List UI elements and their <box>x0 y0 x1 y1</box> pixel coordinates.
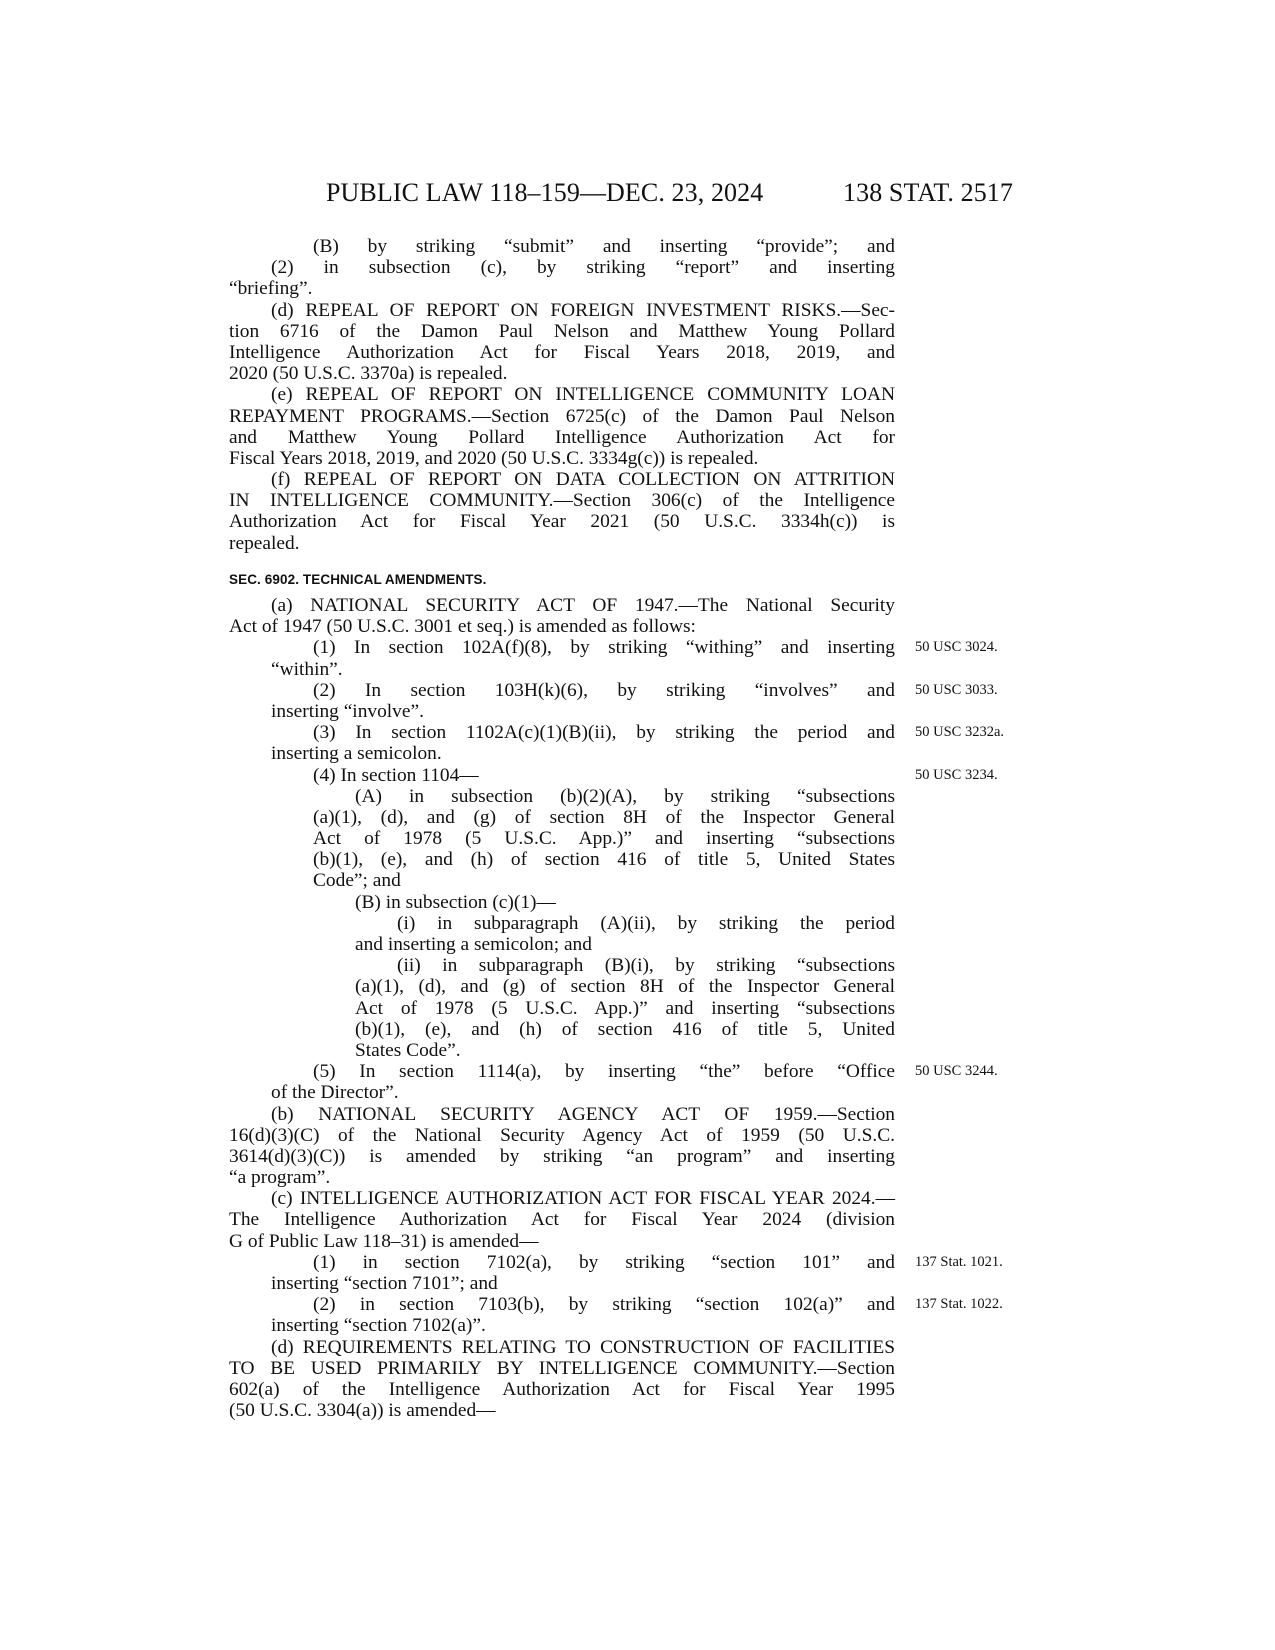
section-spacer <box>229 554 895 569</box>
text-line: (1) in section 7102(a), by striking “section 101” and <box>313 1251 895 1273</box>
text-line: (3) In section 1102A(c)(1)(B)(ii), by striking the period and <box>313 722 895 744</box>
text-line: (ii) in subparagraph (B)(i), by striking “subsections <box>397 955 895 977</box>
statute-body <box>229 236 1005 1422</box>
text-line: (b)(1), (e), and (h) of section 416 of title 5, United States <box>313 849 895 871</box>
text-line: “within”. <box>271 658 343 680</box>
text-line: Act of 1947 (50 U.S.C. 3001 et seq.) is amended as follows: <box>229 616 696 638</box>
text-line: tion 6716 of the Damon Paul Nelson and Matthew Young Pollard <box>229 320 895 342</box>
text-line: Intelligence Authorization Act for Fiscal Years 2018, 2019, and <box>229 341 895 363</box>
text-line: (4) In section 1104— <box>313 764 479 786</box>
text-line: (2) in section 7103(b), by striking “section 102(a)” and <box>313 1294 895 1316</box>
text-line: The Intelligence Authorization Act for Fiscal Year 2024 (division <box>229 1209 895 1231</box>
margin-note-50-usc-3024: 50 USC 3024. <box>915 639 998 656</box>
text-line: (e) REPEAL OF REPORT ON INTELLIGENCE COMMUNITY LOAN <box>271 384 895 406</box>
text-line: States Code”. <box>355 1039 461 1061</box>
text-line: (5) In section 1114(a), by inserting “the” before “Office <box>313 1061 895 1083</box>
text-line: and Matthew Young Pollard Intelligence Authorization Act for <box>229 426 895 448</box>
margin-note-137-stat-1022: 137 Stat. 1022. <box>915 1296 1003 1313</box>
text-line: (A) in subsection (b)(2)(A), by striking “subsections <box>355 785 895 807</box>
text-line: (b)(1), (e), and (h) of section 416 of title 5, United <box>355 1018 895 1040</box>
text-line: (B) by striking “submit” and inserting “provide”; and <box>313 236 895 257</box>
margin-note-137-stat-1021: 137 Stat. 1021. <box>915 1253 1003 1270</box>
text-line: inserting “section 7102(a)”. <box>271 1315 486 1337</box>
text-line: inserting a semicolon. <box>271 743 442 765</box>
text-line: (1) In section 102A(f)(8), by striking “withing” and inserting <box>313 637 895 659</box>
text-line: (d) REQUIREMENTS RELATING TO CONSTRUCTION OF FACILITIES <box>271 1336 895 1358</box>
text-line: IN INTELLIGENCE COMMUNITY.—Section 306(c) of the Intelligence <box>229 490 895 512</box>
margin-note-50-usc-3232a: 50 USC 3232a. <box>915 724 1005 741</box>
text-line: Code”; and <box>313 870 401 892</box>
text-line: “briefing”. <box>229 278 313 300</box>
text-line: (i) in subparagraph (A)(ii), by striking the period <box>397 912 895 934</box>
text-line: (B) in subsection (c)(1)— <box>355 891 556 913</box>
text-line: Fiscal Years 2018, 2019, and 2020 (50 U.S.C. 3334g(c)) is repealed. <box>229 447 759 469</box>
text-line: Act of 1978 (5 U.S.C. App.)” and inserting “subsections <box>355 997 895 1019</box>
margin-note-50-usc-3234: 50 USC 3234. <box>915 766 998 783</box>
text-line: REPAYMENT PROGRAMS.—Section 6725(c) of the Damon Paul Nelson <box>229 405 895 427</box>
text-line: 16(d)(3)(C) of the National Security Agency Act of 1959 (50 U.S.C. <box>229 1124 895 1146</box>
text-line: inserting “involve”. <box>271 700 424 722</box>
section-heading: SEC. 6902. TECHNICAL AMENDMENTS. <box>229 571 487 587</box>
text-line: “a program”. <box>229 1167 331 1189</box>
text-line: and inserting a semicolon; and <box>355 934 592 955</box>
text-line: (b) NATIONAL SECURITY AGENCY ACT OF 1959.—Section <box>271 1103 895 1125</box>
margin-note-50-usc-3033: 50 USC 3033. <box>915 681 998 698</box>
header-stat-page: 138 STAT. 2517 <box>843 178 1014 207</box>
running-header <box>0 178 1275 212</box>
text-line: 602(a) of the Intelligence Authorization Act for Fiscal Year 1995 <box>229 1378 895 1400</box>
text-line: (2) in subsection (c), by striking “report” and inserting <box>271 257 895 279</box>
text-line: (d) REPEAL OF REPORT ON FOREIGN INVESTMENT RISKS.—Sec- <box>271 299 895 321</box>
text-line: (a)(1), (d), and (g) of section 8H of the Inspector General <box>313 806 895 828</box>
text-line: (c) INTELLIGENCE AUTHORIZATION ACT FOR FISCAL YEAR 2024.— <box>271 1188 895 1210</box>
text-line-annotated <box>229 637 998 659</box>
text-line: (a)(1), (d), and (g) of section 8H of the Inspector General <box>355 976 895 998</box>
margin-note-50-usc-3244: 50 USC 3244. <box>915 1063 998 1080</box>
text-line-annotated <box>229 722 1005 744</box>
text-line: of the Director”. <box>271 1082 399 1104</box>
text-line: Act of 1978 (5 U.S.C. App.)” and inserting “subsections <box>313 828 895 850</box>
text-line: (a) NATIONAL SECURITY ACT OF 1947.—The National Security <box>271 595 895 616</box>
text-line: (50 U.S.C. 3304(a)) is amended— <box>229 1400 496 1422</box>
text-line-annotated <box>229 1294 1003 1316</box>
text-line-annotated <box>229 764 998 786</box>
text-line: TO BE USED PRIMARILY BY INTELLIGENCE COMMUNITY.—Section <box>229 1357 895 1379</box>
text-line: 2020 (50 U.S.C. 3370a) is repealed. <box>229 363 508 385</box>
text-line: repealed. <box>229 532 300 554</box>
text-line-annotated <box>229 679 998 701</box>
text-line-annotated <box>229 1251 1003 1273</box>
text-line: Authorization Act for Fiscal Year 2021 (50 U.S.C. 3334h(c)) is <box>229 511 895 533</box>
text-line: (2) In section 103H(k)(6), by striking “involves” and <box>313 679 895 701</box>
text-line: G of Public Law 118–31) is amended— <box>229 1230 539 1252</box>
text-line-annotated <box>229 1061 998 1083</box>
text-line: (f) REPEAL OF REPORT ON DATA COLLECTION ON ATTRITION <box>271 469 895 491</box>
text-line: inserting “section 7101”; and <box>271 1273 498 1294</box>
text-line: 3614(d)(3)(C)) is amended by striking “an program” and inserting <box>229 1145 895 1167</box>
header-title: PUBLIC LAW 118–159—DEC. 23, 2024 <box>326 178 764 207</box>
